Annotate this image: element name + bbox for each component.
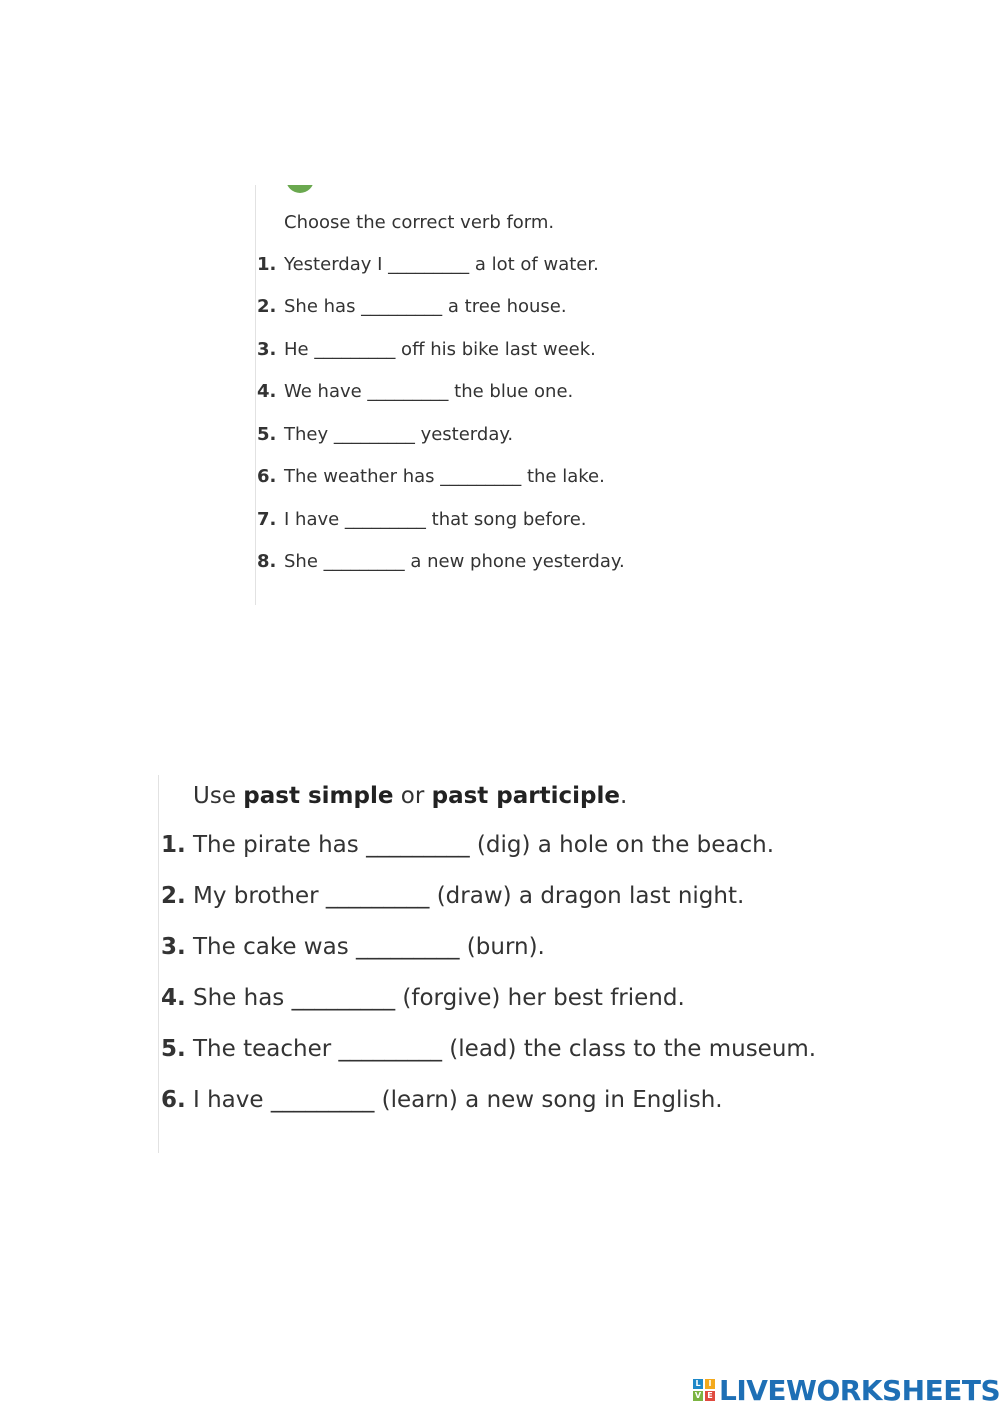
item-number: 6. — [161, 1087, 186, 1113]
item-number: 1. — [257, 254, 277, 275]
item-number: 3. — [257, 339, 277, 360]
exercise-2-item — [161, 985, 685, 1011]
item-number: 4. — [161, 985, 186, 1011]
item-text: She _________ a new phone yesterday. — [284, 551, 625, 572]
item-number: 2. — [257, 296, 277, 317]
instruction-text: Use — [193, 783, 244, 809]
item-text: She has _________ a tree house. — [284, 296, 567, 317]
item-number: 2. — [161, 883, 186, 909]
exercise-1-left-border — [255, 185, 256, 605]
item-number: 7. — [257, 509, 277, 530]
item-number: 8. — [257, 551, 277, 572]
item-number: 3. — [161, 934, 186, 960]
exercise-1-instruction: Choose the correct verb form. — [284, 212, 555, 233]
exercise-1-item — [257, 381, 573, 402]
item-text: The weather has _________ the lake. — [284, 466, 605, 487]
item-number: 5. — [257, 424, 277, 445]
exercise-1-item — [257, 466, 605, 487]
item-text: My brother _________ (draw) a dragon last night. — [193, 883, 745, 909]
instruction-text: or — [393, 783, 432, 809]
item-text: I have _________ (learn) a new song in English. — [193, 1087, 723, 1113]
exercise-1-item — [257, 296, 567, 317]
liveworksheets-logo — [693, 1372, 1000, 1408]
instruction-emphasis: past participle — [431, 783, 620, 809]
exercise-1-item — [257, 509, 587, 530]
item-text: She has _________ (forgive) her best friend. — [193, 985, 685, 1011]
exercise-2-item — [161, 1036, 816, 1062]
item-text: The pirate has _________ (dig) a hole on the beach. — [193, 832, 775, 858]
exercise-2-item — [161, 934, 545, 960]
exercise-1-item — [257, 551, 625, 572]
item-text: They _________ yesterday. — [284, 424, 514, 445]
exercise-2-left-border — [158, 775, 159, 1153]
item-text: The cake was _________ (burn). — [193, 934, 545, 960]
logo-mark-icon: L I V E — [693, 1379, 715, 1401]
exercise-1-item — [257, 254, 599, 275]
item-text: We have _________ the blue one. — [284, 381, 574, 402]
exercise-number-badge — [285, 185, 315, 195]
item-number: 6. — [257, 466, 277, 487]
item-text: The teacher _________ (lead) the class to the museum. — [193, 1036, 817, 1062]
exercise-2 — [158, 775, 938, 1153]
item-number: 5. — [161, 1036, 186, 1062]
exercise-2-item — [161, 1087, 723, 1113]
instruction-emphasis: past simple — [243, 783, 394, 809]
item-number: 4. — [257, 381, 277, 402]
item-number: 1. — [161, 832, 186, 858]
exercise-2-item — [161, 832, 774, 858]
exercise-2-item — [161, 883, 744, 909]
instruction-text: . — [619, 783, 628, 809]
exercise-2-instruction — [193, 783, 627, 809]
exercise-1-item — [257, 339, 596, 360]
item-text: He _________ off his bike last week. — [284, 339, 596, 360]
exercise-1-item — [257, 424, 513, 445]
item-text: I have _________ that song before. — [284, 509, 587, 530]
item-text: Yesterday I _________ a lot of water. — [284, 254, 599, 275]
exercise-1 — [255, 185, 855, 605]
logo-text: LIVEWORKSHEETS — [719, 1373, 1000, 1407]
